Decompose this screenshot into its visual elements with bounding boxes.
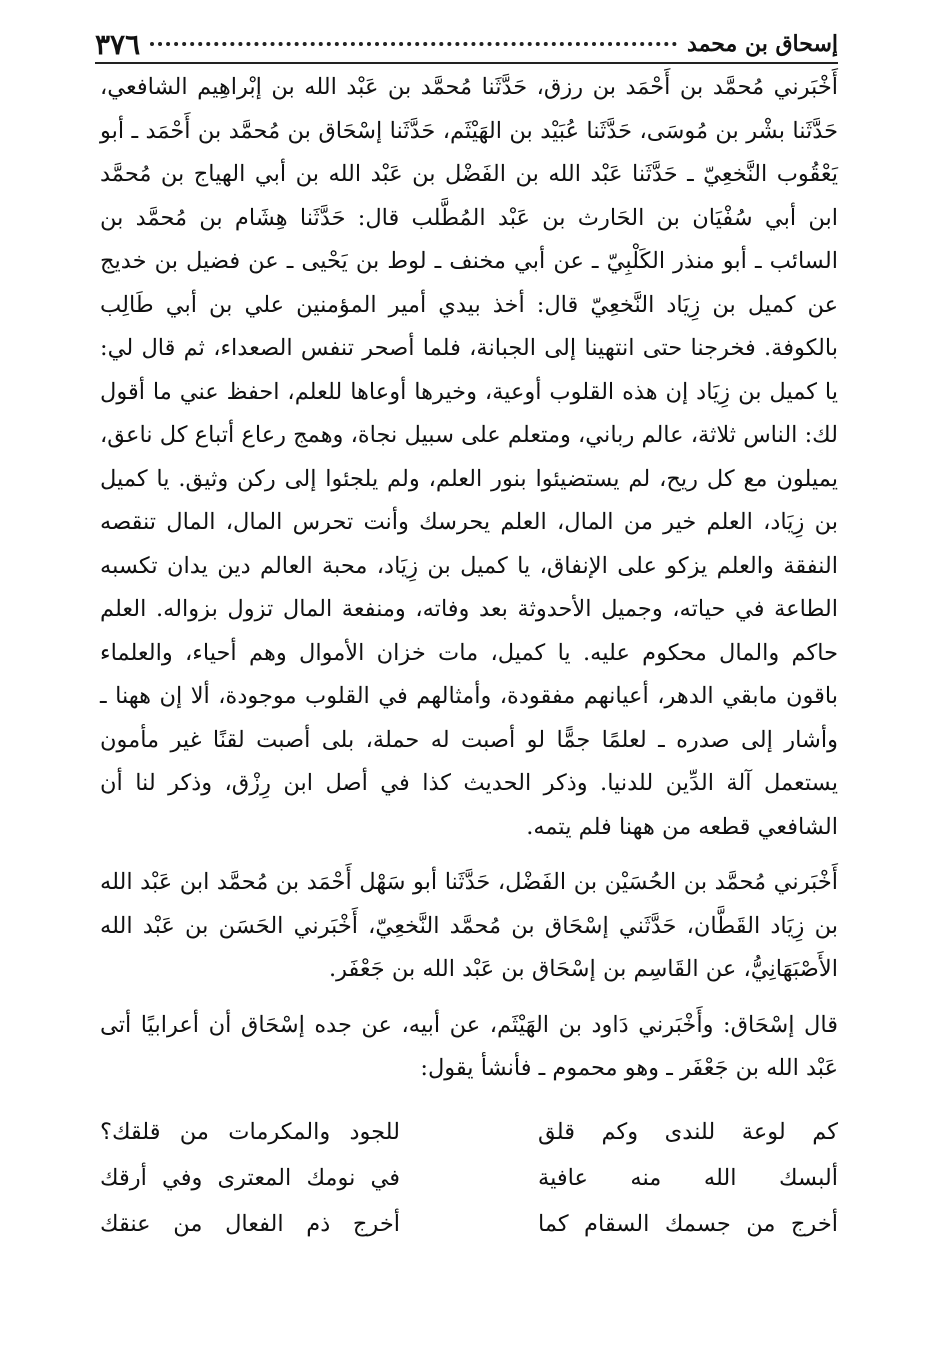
poem-verse — [100, 1201, 838, 1247]
poem-verse — [100, 1155, 838, 1201]
poem-verse — [100, 1109, 838, 1155]
header-dot-leader — [150, 42, 677, 46]
paragraph-second-isnad: أَخْبَرني مُحمَّد بن الحُسَيْن بن الفَضْل، حَدَّثَنا أبو سَهْل أَحْمَد بن مُحمَّد ابن عَبْد الله بن زِيَاد القَطَّان، حَدَّثَني إسْحَاق بن مُحمَّد النَّخعِيّ، أَخْبَرني الحَسَن بن عَبْد الله الأَصْبَهَانِيُّ، عن القَاسِم بن إسْحَاق بن عَبْد الله بن جَعْفَر. — [100, 869, 838, 982]
main-text — [100, 66, 838, 1247]
poem — [100, 1109, 838, 1247]
verse-second-hemistich: في نومك المعترى وفي أرقك — [100, 1164, 400, 1191]
page-number: ٣٧٦ — [95, 27, 141, 61]
paragraph-kumayl-narration: أَخْبَرني مُحمَّد بن أَحْمَد بن رزق، حَدَّثَنا مُحمَّد بن عَبْد الله بن إبْراهِيم الشافعي، حَدَّثَنا بشْر بن مُوسَى، حَدَّثَنا عُبَيْد بن الهَيْثَم، حَدَّثَنا إسْحَاق بن مُحمَّد بن أَحْمَد ـ أبو يَعْقُوب النَّخعِيّ ـ حَدَّثَنا عَبْد الله بن الفَضْل بن عَبْد الله بن أبي الهياج بن مُحمَّد ابن أبي سُفْيَان بن الحَارث بن عَبْد المُطَّلب قال: حَدَّثَنا هِشَام بن مُحمَّد بن السائب ـ أبو منذر الكَلْبِيّ ـ عن أبي مخنف ـ لوط بن يَحْيى ـ عن فضيل بن خديج عن كميل بن زِيَاد النَّخعِيّ قال: أخذ بيدي أمير المؤمنين علي بن أبي طَالِب بالكوفة. فخرجنا حتى انتهينا إلى الجبانة، فلما أصحر تنفس الصعداء، ثم قال لي: يا كميل بن زِيَاد إن هذه القلوب أوعية، وخيرها أوعاها للعلم، احفظ عني ما أقول لك: الناس ثلاثة، عالم رباني، ومتعلم على سبيل نجاة، وهمج رعاع أتباع كل ناعق، يميلون مع كل ريح، لم يستضيئوا بنور العلم، ولم يلجئوا إلى ركن وثيق. يا كميل بن زِيَاد، العلم خير من المال، العلم يحرسك وأنت تحرس المال، المال تنقصه النفقة والعلم يزكو على الإنفاق، يا كميل بن زِيَاد، محبة العالم دين يدان تكسبه الطاعة في حياته، وجميل الأحدوثة بعد وفاته، ومنفعة المال تزول بزواله. العلم حاكم والمال محكوم عليه. يا كميل، مات خزان الأموال وهم أحياء، والعلماء باقون مابقي الدهر، أعيانهم مفقودة، وأمثالهم في القلوب موجودة، ألا إن ههنا ـ وأشار إلى صدره ـ لعلمًا جمًّا لو أصبت له حملة، بلى أصبت لقنًا غير مأمون يستعمل آلة الدِّين للدنيا. وذكر الحديث كذا في أصل ابن رِزْق، وذكر لنا أن الشافعي قطعه من ههنا فلم يتمه. — [100, 74, 838, 840]
running-header — [95, 26, 838, 64]
verse-first-hemistich: أخرج من جسمك السقام كما — [538, 1210, 838, 1237]
paragraph-poem-intro: قال إسْحَاق: وأَخْبَرني دَاود بن الهَيْثَم، عن أبيه، عن جده إسْحَاق أن أعرابيًا أتى عَبْد الله بن جَعْفَر ـ وهو محموم ـ فأنشأ يقول: — [100, 1011, 838, 1081]
verse-first-hemistich: كم لوعة للندى وكم قلق — [538, 1118, 838, 1145]
verse-second-hemistich: أخرج ذم الفعال من عنقك — [100, 1210, 400, 1237]
verse-first-hemistich: ألبسك الله منه عافية — [538, 1164, 838, 1191]
page-title: إسحاق بن محمد — [687, 31, 838, 57]
verse-second-hemistich: للجود والمكرمات من قلقك؟ — [100, 1118, 400, 1145]
